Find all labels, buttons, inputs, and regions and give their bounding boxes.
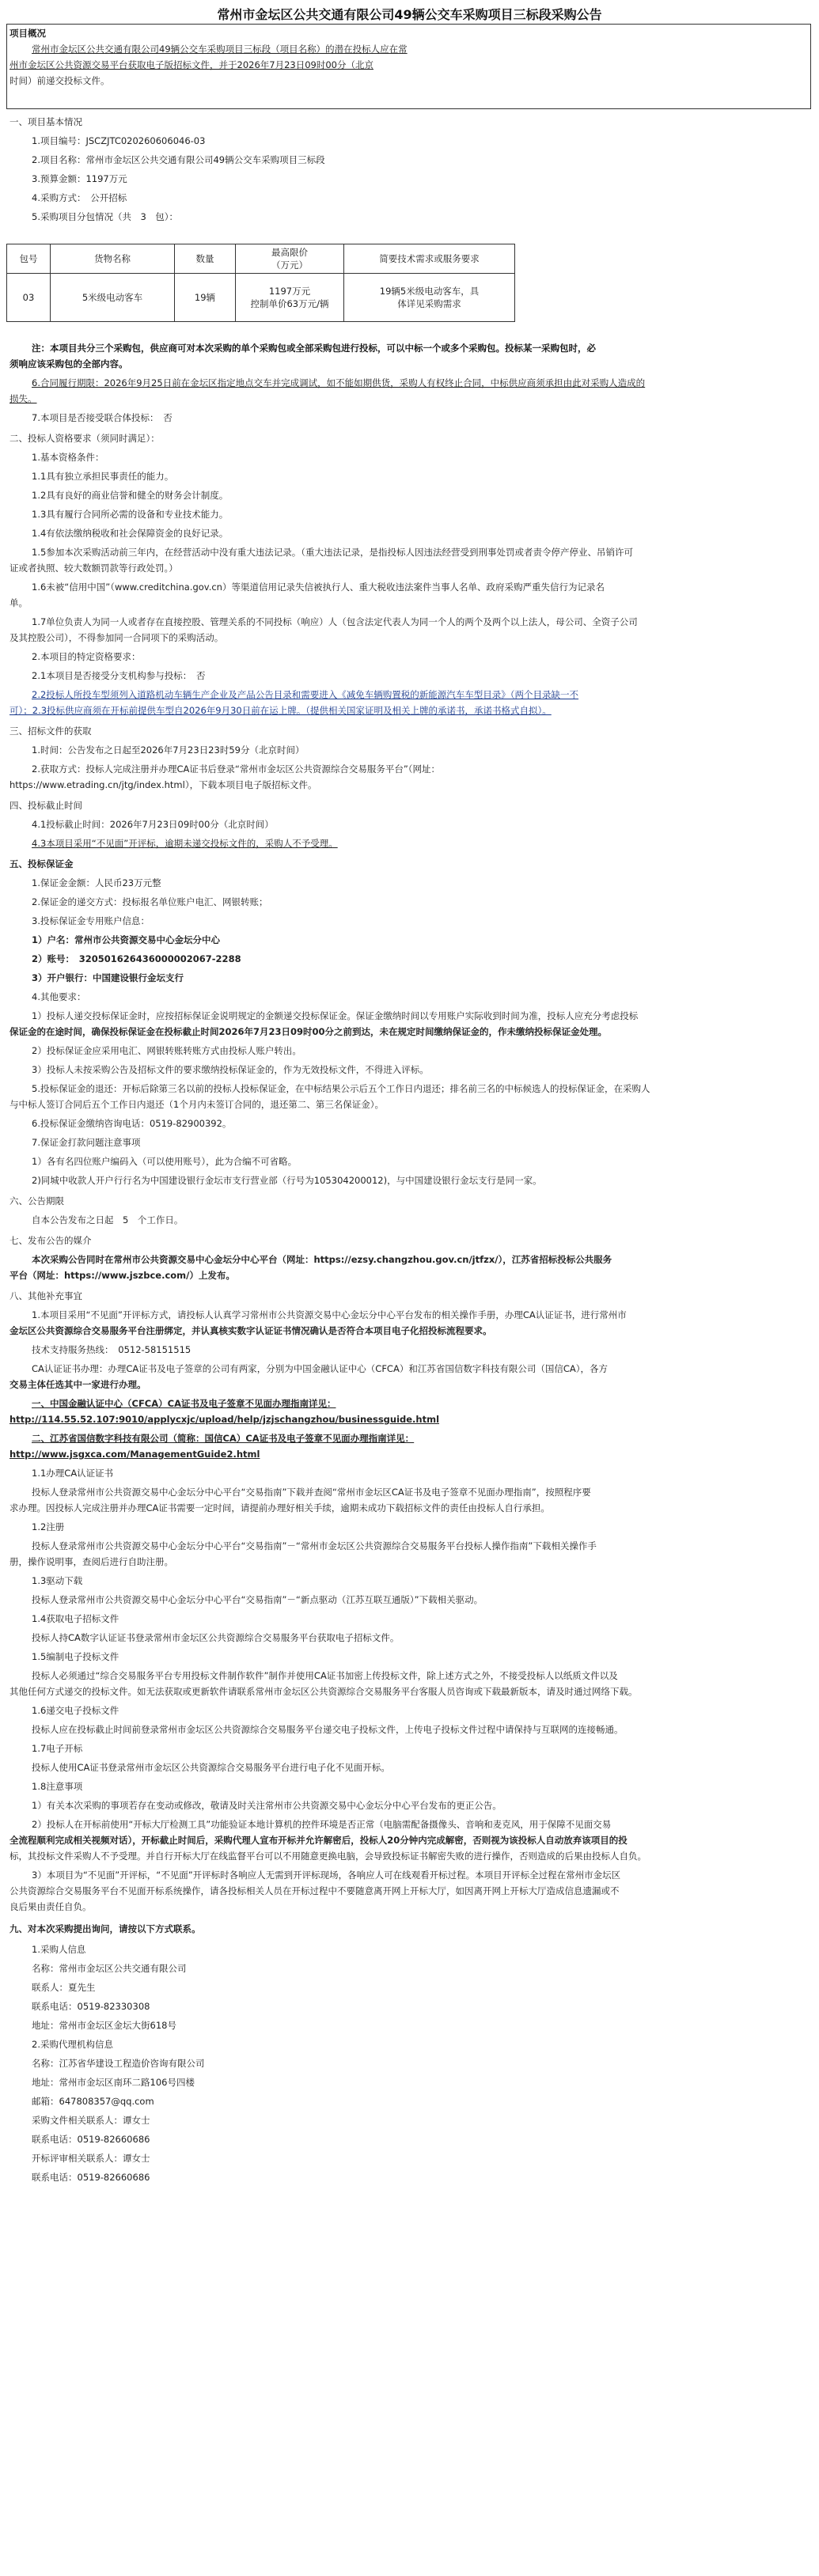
section-heading: 一、项目基本情况 <box>9 116 82 127</box>
project-name: 2.项目名称：常州市金坛区公共交通有限公司49辆公交车采购项目三标段 <box>32 154 325 165</box>
qualification-item: 1.4有依法缴纳税收和社会保障资金的良好记录。 <box>32 528 229 539</box>
other-item: 2）投标人在开标前使用“开标大厅检测工具”功能验证本地计算机的控件环境是否正常（电脑需配备摄像头、音响和麦克风，用于保障不见面交易 <box>32 1819 612 1830</box>
other-item: 3）本项目为“不见面”开评标，“不见面”开评标时各响应人无需到开评标现场，各响应人可在线观看开标过程。本项目开评标全过程在常州市金坛区 <box>32 1869 621 1881</box>
deposit-account-number: 2）账号： 320501626436000002067-2288 <box>32 953 241 964</box>
contact-item: 地址：常州市金坛区南环二路106号四楼 <box>32 2077 195 2088</box>
project-number: 1.项目编号：JSCZJTC020260606046-03 <box>32 135 206 146</box>
other-item: 投标人使用CA证书登录常州市金坛区公共资源综合交易服务平台进行电子化不见面开标。 <box>32 1762 390 1773</box>
other-item: 求办理。因投标人完成注册并办理CA证书需要一定时间，请提前办理好相关手续，逾期未成功下载招标文件的责任由投标人自行承担。 <box>9 1502 550 1513</box>
deposit-item: 3）投标人未按采购公告及招标文件的要求缴纳投标保证金的，作为无效投标文件，不得进入评标。 <box>32 1064 429 1075</box>
deposit-account-name: 1）户名：常州市公共资源交易中心金坛分中心 <box>32 934 220 945</box>
deposit-item: 1.保证金金额：人民币23万元整 <box>32 877 161 888</box>
other-item: 册，操作说明事，查阅后进行自助注册。 <box>9 1556 173 1567</box>
table-header: 包号 <box>7 244 51 274</box>
other-item: 投标人必须通过“综合交易服务平台专用投标文件制作软件”制作并使用CA证书加密上传投标文件，除上述方式之外，不接受投标人以纸质文件以及 <box>32 1670 618 1681</box>
other-item: 1.1办理CA认证证书 <box>32 1468 114 1479</box>
support-hotline: 技术支持服务热线： 0512-58151515 <box>32 1344 191 1355</box>
deposit-item: 3.投标保证金专用账户信息： <box>32 915 150 926</box>
table-cell: 03 <box>7 274 51 322</box>
deposit-item: 1）各有名四位账户编码入（可以使用账号），此为合编不可省略。 <box>32 1156 298 1167</box>
notice-period: 自本公告发布之日起 5 个工作日。 <box>32 1214 184 1225</box>
contact-item: 名称：常州市金坛区公共交通有限公司 <box>32 1963 187 1974</box>
qualification-item: 1.5参加本次采购活动前三年内，在经营活动中没有重大违法记录。（重大违法记录，是指投标人因违法经营受到刑事处罚或者责令停产停业、吊销许可 <box>32 547 634 558</box>
deposit-item: 保证金的在途时间，确保投标保证金在投标截止时间2026年7月23日09时00分之前到达，未在规定时间缴纳保证金的，作未缴纳投标保证金处理。 <box>9 1026 608 1037</box>
other-item: 标，其投标文件采购人不予受理。并自行开标大厅在线监督平台可以不用随意更换电脑，会导致投标证书解密失败的进行操作，否则造成的后果由投标人自负。 <box>9 1851 646 1862</box>
table-cell: 1197万元 控制单价63万元/辆 <box>236 274 344 322</box>
contact-item: 2.采购代理机构信息 <box>32 2039 113 2050</box>
other-item: 公共资源综合交易服务平台不见面开标系统操作，请各投标相关人员在开标过程中不要随意离开网上开标大厅，如因离开网上开标大厅造成信息遗漏或不 <box>9 1885 620 1896</box>
contract-term: 6.合同履行期限：2026年9月25日前在金坛区指定地点交车并完成调试，如不能如期供货，采购人有权终止合同，中标供应商须承担由此对采购人造成的 <box>32 377 646 388</box>
contract-term: 损失。 <box>9 393 37 404</box>
qualification-item: 及其控股公司），不得参加同一合同项下的采购活动。 <box>9 632 224 643</box>
contact-item: 联系电话：0519-82330308 <box>32 2001 150 2012</box>
contact-email[interactable]: 邮箱：647808357@qq.com <box>32 2096 154 2107</box>
other-item: 一、中国金融认证中心（CFCA）CA证书及电子签章不见面办理指南详见： <box>32 1398 336 1409</box>
contact-item: 联系人：夏先生 <box>32 1982 96 1993</box>
other-item: 投标人持CA数字认证证书登录常州市金坛区公共资源综合交易服务平台获取电子招标文件。 <box>32 1632 400 1643</box>
budget: 3.预算金额：1197万元 <box>32 173 127 184</box>
other-item: 金坛区公共资源综合交易服务平台注册绑定，并认真核实数字认证证书情况确认是否符合本项目电子化招投标流程要求。 <box>9 1325 492 1336</box>
qualification-item: 2.1本项目是否接受分支机构参与投标： 否 <box>32 670 206 681</box>
deposit-item: 2.保证金的递交方式：投标报名单位账户电汇、网银转账； <box>32 896 268 907</box>
contact-item: 联系电话：0519-82660686 <box>32 2134 150 2145</box>
deposit-item: 4.其他要求： <box>32 991 86 1002</box>
other-item: 投标人登录常州市公共资源交易中心金坛分中心平台“交易指南”－“新点驱动（江苏互联互通版）”下载相关驱动。 <box>32 1594 483 1605</box>
summary-line: 时间）前递交投标文件。 <box>9 75 110 86</box>
deposit-item: 1）投标人递交投标保证金时，应按招标保证金说明规定的金额递交投标保证金。保证金缴纳时间以专用账户实际收到时间为准，投标人应充分考虑投标 <box>32 1010 639 1021</box>
other-item: 1.7电子开标 <box>32 1743 83 1754</box>
other-item: 1.5编制电子投标文件 <box>32 1651 119 1662</box>
qualification-item: 1.7单位负责人为同一人或者存在直接控股、管理关系的不同投标（响应）人（包含法定代表人为同一个人的两个及两个以上法人，母公司、全资子公司 <box>32 616 638 627</box>
qualification-item: 证或者执照、较大数额罚款等行政处罚。） <box>9 563 178 574</box>
deposit-item: 7.保证金打款问题注意事项 <box>32 1137 141 1148</box>
deposit-item: 与中标人签订合同后五个工作日内退还（1个月内未签订合同的，退还第二、第三名保证金）。 <box>9 1099 385 1110</box>
qualification-item: 1.3具有履行合同所必需的设备和专业技术能力。 <box>32 509 229 520</box>
other-item: 1.3驱动下载 <box>32 1575 83 1586</box>
section-heading: 九、对本次采购提出询问，请按以下方式联系。 <box>9 1923 201 1934</box>
deposit-item: 2）投标保证金应采用电汇、网银转账转账方式由投标人账户转出。 <box>32 1045 301 1056</box>
qualification-item: 1.1具有独立承担民事责任的能力。 <box>32 471 174 482</box>
page-title: 常州市金坛区公共交通有限公司49辆公交车采购项目三标段采购公告 <box>217 7 602 22</box>
other-item: 1.2注册 <box>32 1521 65 1532</box>
other-item: 投标人应在投标截止时间前登录常州市金坛区公共资源综合交易服务平台递交电子投标文件，上传电子投标文件过程中请保持与互联网的连接畅通。 <box>32 1724 624 1735</box>
document-time: 1.时间：公告发布之日起至2026年7月23日23时59分（北京时间） <box>32 744 305 756</box>
table-cell: 5米级电动客车 <box>51 274 175 322</box>
other-item: 良后果由责任自负。 <box>9 1901 92 1912</box>
contact-item: 地址：常州市金坛区金坛大街618号 <box>32 2020 176 2031</box>
deposit-item: 2)同城中收款人开户行行名为中国建设银行金坛市支行营业部（行号为105304200012)，与中国建设银行金坛支行是同一家。 <box>32 1175 542 1186</box>
deposit-bank: 3）开户银行：中国建设银行金坛支行 <box>32 972 184 983</box>
section-heading: 四、投标截止时间 <box>9 800 82 811</box>
procurement-method: 4.采购方式： 公开招标 <box>32 192 127 203</box>
qualification-item: 1.6未被“信用中国”（www.creditchina.gov.cn）等渠道信用记录失信被执行人、重大税收违法案件当事人名单、政府采购严重失信行为记录名 <box>32 581 605 593</box>
media-line[interactable]: 本次采购公告同时在常州市公共资源交易中心金坛分中心平台（网址：https://ezsy.changzhou.gov.cn/jtfzx/），江苏省招标投标公共服务 <box>32 1254 612 1265</box>
other-item: 1.本项目采用“不见面”开评标方式，请投标人认真学习常州市公共资源交易中心金坛分中心平台发布的相关操作手册，办理CA认证证书，进行常州市 <box>32 1309 627 1320</box>
section-heading: 三、招标文件的获取 <box>9 725 92 737</box>
summary-heading: 项目概况 <box>9 28 46 39</box>
summary-line: 州市金坛区公共资源交易平台获取电子版招标文件，并于2026年7月23日09时00分（北京 <box>9 59 373 70</box>
other-item: 投标人登录常州市公共资源交易中心金坛分中心平台“交易指南”－“常州市金坛区公共资源综合交易服务平台投标人操作指南”下载相关操作手 <box>32 1540 597 1551</box>
qualification-item: 1.2具有良好的商业信誉和健全的财务会计制度。 <box>32 490 229 501</box>
package-note: 须响应该采购包的全部内容。 <box>9 358 128 369</box>
package-note: 注：本项目共分三个采购包，供应商可对本次采购的单个采购包或全部采购包进行投标，可以中标一个或多个采购包。投标某一采购包时，必 <box>32 343 596 354</box>
other-item: 1.6递交电子投标文件 <box>32 1705 119 1716</box>
package-table <box>6 244 515 322</box>
contact-item: 联系电话：0519-82660686 <box>32 2172 150 2183</box>
section-heading: 五、投标保证金 <box>9 858 74 869</box>
summary-line: 常州市金坛区公共交通有限公司49辆公交车采购项目三标段（项目名称）的潜在投标人应在常 <box>32 44 408 55</box>
other-item: 1.8注意事项 <box>32 1781 83 1792</box>
contact-item: 1.采购人信息 <box>32 1944 86 1955</box>
table-cell: 19辆5米级电动客车，具 体详见采购需求 <box>344 274 515 322</box>
qualification-item: 2.2投标人所投车型须列入道路机动车辆生产企业及产品公告目录和需要进入《减免车辆购置税的新能源汽车车型目录》（两个目录缺一不 <box>32 689 579 700</box>
media-line[interactable]: 平台（网址：https://www.jszbce.com/）上发布。 <box>9 1270 235 1281</box>
other-item: 全流程顺利完成相关视频对话），开标截止时间后，采购代理人宣布开标并允许解密后，投标人20分钟内完成解密，否则视为该投标人自动放弃该项目的投 <box>9 1835 628 1846</box>
section-heading: 二、投标人资格要求（须同时满足）： <box>9 433 160 444</box>
other-item: 1.4获取电子招标文件 <box>32 1613 119 1624</box>
contact-item: 名称：江苏省华建设工程造价咨询有限公司 <box>32 2058 205 2069</box>
table-header: 最高限价 （万元） <box>236 244 344 274</box>
deposit-item: 6.投标保证金缴纳咨询电话：0519-82900392。 <box>32 1118 232 1129</box>
qualification-item: 可）；2.3投标供应商须在开标前提供车型自2026年9月30日前在运上牌。（提供相关国家证明及相关上牌的承诺书，承诺书格式自拟）。 <box>9 705 552 716</box>
package-info: 5.采购项目分包情况（共 3 包）： <box>32 211 179 222</box>
document-method: 2.获取方式：投标人完成注册并办理CA证书后登录“常州市金坛区公共资源综合交易服务平台”（网址： <box>32 763 441 775</box>
table-header: 简要技术需求或服务要求 <box>344 244 515 274</box>
qualification-item: 2.本项目的特定资格要求： <box>32 651 141 662</box>
document-link[interactable]: https://www.etrading.cn/jtg/index.html），下载本项目电子版招标文件。 <box>9 779 317 790</box>
other-item: 交易主体任选其中一家进行办理。 <box>9 1379 146 1390</box>
deadline: 4.1投标截止时间：2026年7月23日09时00分（北京时间） <box>32 819 274 830</box>
other-item: 二、江苏省国信数字科技有限公司（简称：国信CA）CA证书及电子签章不见面办理指南详见： <box>32 1433 415 1444</box>
qualification-item: 单。 <box>9 597 28 608</box>
gxca-link[interactable]: http://www.jsgxca.com/ManagementGuide2.html <box>9 1449 260 1460</box>
table-header: 货物名称 <box>51 244 175 274</box>
qualification-item: 1.基本资格条件： <box>32 452 104 463</box>
consortium: 7.本项目是否接受联合体投标： 否 <box>32 412 173 423</box>
contact-item: 开标评审相关联系人：谭女士 <box>32 2153 150 2164</box>
section-heading: 七、发布公告的媒介 <box>9 1235 92 1246</box>
other-item: 1）有关本次采购的事项若存在变动或修改，敬请及时关注常州市公共资源交易中心金坛分中心平台发布的更正公告。 <box>32 1800 502 1811</box>
other-item: CA认证证书办理：办理CA证书及电子签章的公司有两家，分别为中国金融认证中心（CFCA）和江苏省国信数字科技有限公司（国信CA），各方 <box>32 1363 608 1374</box>
contact-item: 采购文件相关联系人：谭女士 <box>32 2115 150 2126</box>
section-heading: 八、其他补充事宜 <box>9 1290 82 1301</box>
deposit-item: 5.投标保证金的退还：开标后除第三名以前的投标人投标保证金，在中标结果公示后五个工作日内退还；排名前三名的中标候选人的投标保证金，在采购人 <box>32 1083 650 1094</box>
table-header: 数量 <box>175 244 236 274</box>
section-heading: 六、公告期限 <box>9 1195 64 1207</box>
other-item: 其他任何方式递交的投标文件。如无法获取或更新软件请联系常州市金坛区公共资源综合交易服务平台客服人员咨询或下载最新版本，请及时通过网络下载。 <box>9 1686 638 1697</box>
table-cell: 19辆 <box>175 274 236 322</box>
cfca-link[interactable]: http://114.55.52.107:9010/applycxjc/upload/help/jzjschangzhou/businessguide.html <box>9 1414 440 1425</box>
other-item: 投标人登录常州市公共资源交易中心金坛分中心平台“交易指南”下载并查阅“常州市金坛区CA证书及电子签章不见面办理指南”，按照程序要 <box>32 1487 591 1498</box>
deadline-note: 4.3本项目采用“不见面”开评标，逾期未递交投标文件的，采购人不予受理。 <box>32 838 338 849</box>
